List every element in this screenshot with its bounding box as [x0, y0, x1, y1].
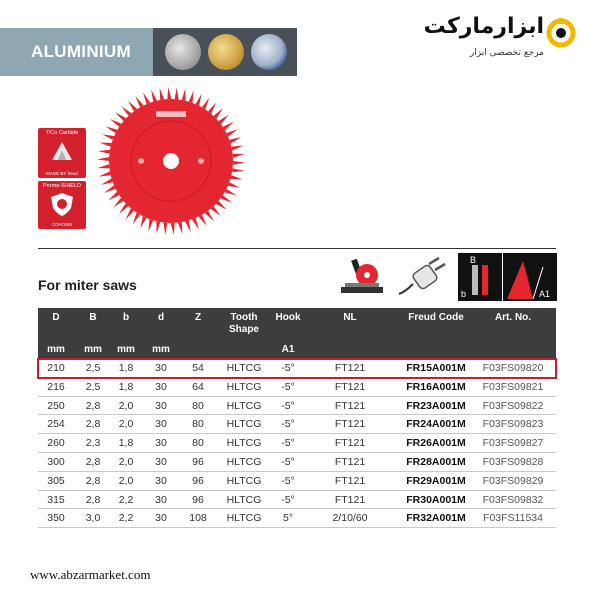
- table-cell: 96: [192, 493, 204, 506]
- table-cell: 30: [155, 474, 167, 487]
- perma-shield-badge: [38, 181, 86, 229]
- shield-icon: [48, 191, 76, 217]
- table-cell: 30: [155, 380, 167, 393]
- blade-tooth: [119, 203, 128, 214]
- blade-tooth: [225, 189, 237, 196]
- table-cell: -5°: [281, 380, 295, 393]
- blade-tooth: [232, 168, 244, 172]
- table-cell: FT121: [334, 399, 366, 412]
- table-header: [38, 308, 556, 358]
- table-cell: FR29A001M: [406, 474, 466, 487]
- table-cell: 96: [192, 474, 204, 487]
- table-body: [38, 359, 556, 528]
- blade-tooth: [199, 215, 207, 226]
- table-row[interactable]: [38, 378, 556, 397]
- table-cell: -5°: [281, 455, 295, 468]
- table-cell: 1,8: [118, 380, 134, 393]
- blade-tooth: [192, 218, 199, 230]
- miter-saw-icon: [337, 253, 387, 299]
- blade-tooth: [163, 223, 167, 235]
- section-divider: [38, 248, 556, 249]
- table-row[interactable]: [38, 397, 556, 416]
- table-cell: 30: [155, 362, 167, 374]
- column-header: D: [52, 312, 60, 323]
- table-cell: 2,0: [118, 474, 134, 487]
- blade-dimensions-icon: [458, 253, 502, 301]
- table-cell: HLTCG: [226, 418, 262, 431]
- table-cell: 2,0: [118, 418, 134, 431]
- blade-tooth: [97, 164, 109, 168]
- blade-tooth: [196, 94, 202, 106]
- table-cell: 30: [155, 493, 167, 506]
- table-cell: HLTCG: [226, 437, 262, 450]
- blade-tooth: [202, 98, 209, 110]
- blade-tooth: [167, 87, 171, 99]
- blade-tooth: [98, 150, 110, 154]
- table-cell: -5°: [281, 474, 295, 487]
- blade-tooth: [99, 171, 111, 176]
- table-cell: 108: [189, 512, 207, 525]
- blade-tooth: [182, 88, 186, 100]
- blade-tooth: [233, 161, 245, 165]
- blade-tooth: [143, 92, 150, 104]
- column-unit: A1: [281, 344, 295, 355]
- column-header: Z: [194, 312, 202, 323]
- table-row[interactable]: [38, 415, 556, 434]
- table-cell: HLTCG: [226, 399, 262, 412]
- table-cell: 2,5: [85, 362, 101, 374]
- table-cell: F03FS09829: [482, 474, 544, 487]
- hook-angle-icon: [503, 253, 557, 301]
- table-cell: 254: [47, 418, 65, 431]
- blade-tooth: [108, 192, 119, 201]
- table-cell: 5°: [282, 512, 294, 525]
- table-cell: -5°: [281, 362, 295, 374]
- table-cell: 30: [155, 455, 167, 468]
- blade-tooth: [231, 145, 243, 150]
- table-cell: 300: [47, 455, 65, 468]
- blade-tooth: [178, 222, 183, 234]
- table-cell: FT121: [334, 474, 366, 487]
- blade-tooth: [233, 154, 245, 158]
- logo-title: ابزارمارکت: [423, 14, 544, 39]
- blade-tooth: [230, 175, 242, 179]
- aluminium-profile-swatch: [165, 34, 201, 70]
- blade-tooth: [97, 157, 109, 161]
- blade-tooth: [102, 134, 114, 139]
- material-label: ALUMINIUM: [0, 28, 153, 76]
- footer-url[interactable]: www.abzarmarket.com: [30, 567, 151, 582]
- table-cell: FT121: [334, 493, 366, 506]
- table-cell: 260: [47, 437, 65, 450]
- table-cell: FT121: [334, 362, 366, 374]
- column-header: d: [157, 312, 165, 323]
- blade-tooth: [156, 221, 160, 233]
- column-unit: mm: [117, 344, 135, 355]
- table-cell: -5°: [281, 493, 295, 506]
- table-row[interactable]: [38, 472, 556, 491]
- blade-tooth: [216, 201, 227, 210]
- column-unit: mm: [84, 344, 102, 355]
- blade-tooth: [113, 198, 123, 208]
- table-cell: 80: [192, 399, 204, 412]
- table-cell: 2,8: [85, 455, 101, 468]
- blade-tooth: [133, 213, 140, 225]
- table-cell: 250: [47, 399, 65, 412]
- logo-subtitle: مرجع تخصصی ابزار: [469, 48, 544, 58]
- blade-tooth: [140, 216, 146, 228]
- table-cell: 80: [192, 437, 204, 450]
- blade-tooth: [110, 119, 121, 127]
- table-cell: 1,8: [118, 437, 134, 450]
- badge-title: TiCo Carbide: [45, 130, 79, 136]
- table-cell: 2,0: [118, 455, 134, 468]
- logo-gear-icon: [546, 18, 576, 48]
- table-row[interactable]: [38, 453, 556, 472]
- table-cell: FR26A001M: [406, 437, 466, 450]
- column-header: Art. No.: [494, 312, 532, 323]
- table-cell: 80: [192, 418, 204, 431]
- section-title: For miter saws: [38, 277, 137, 293]
- dim-bsmall-label: b: [461, 289, 467, 299]
- table-cell: FR15A001M: [406, 362, 466, 374]
- tico-carbide-badge: [38, 128, 86, 178]
- table-cell: F03FS09823: [482, 418, 544, 431]
- power-plug-icon: [397, 256, 447, 298]
- table-cell: 2,5: [85, 380, 101, 393]
- blade-tooth: [221, 195, 232, 203]
- blade-tooth: [226, 129, 237, 137]
- blade-tooth: [115, 112, 126, 121]
- table-cell: -5°: [281, 437, 295, 450]
- blade-tooth: [104, 185, 115, 193]
- brand-logo[interactable]: [423, 8, 580, 68]
- table-cell: 210: [47, 362, 65, 374]
- column-header: b: [122, 312, 130, 323]
- saw-blade-image: [96, 86, 246, 236]
- table-cell: 2,2: [118, 512, 134, 525]
- column-unit: mm: [47, 344, 65, 355]
- table-cell: 2,8: [85, 418, 101, 431]
- table-cell: FR24A001M: [406, 418, 466, 431]
- table-cell: 30: [155, 512, 167, 525]
- table-cell: 30: [155, 437, 167, 450]
- table-cell: HLTCG: [226, 455, 262, 468]
- table-cell: F03FS09828: [482, 455, 544, 468]
- carbide-tooth-icon: [48, 138, 76, 164]
- table-cell: 1,8: [118, 362, 134, 374]
- table-cell: 96: [192, 455, 204, 468]
- table-cell: FT121: [334, 455, 366, 468]
- column-header: Freud Code: [408, 312, 464, 323]
- table-cell: FT121: [334, 437, 366, 450]
- table-cell: FR30A001M: [406, 493, 466, 506]
- table-row-highlighted[interactable]: [38, 359, 556, 378]
- table-cell: HLTCG: [226, 512, 262, 525]
- column-header: NL: [343, 312, 357, 323]
- table-row[interactable]: [38, 491, 556, 510]
- table-cell: F03FS09822: [482, 399, 544, 412]
- blade-tooth: [99, 142, 111, 146]
- table-cell: 305: [47, 474, 65, 487]
- column-header: Tooth Shape: [228, 312, 259, 335]
- table-cell: FT121: [334, 418, 366, 431]
- table-cell: FR16A001M: [406, 380, 466, 393]
- blade-tooth: [228, 182, 240, 187]
- column-header: Hook: [275, 312, 301, 323]
- blade-tooth: [160, 88, 165, 100]
- blade-tooth: [128, 101, 137, 111]
- dim-b-label: B: [470, 255, 477, 265]
- blade-tooth: [214, 108, 223, 119]
- table-cell: FR28A001M: [406, 455, 466, 468]
- table-cell: 54: [192, 362, 204, 374]
- blade-tooth: [208, 103, 216, 114]
- blade-tooth: [151, 90, 157, 102]
- badge-title: Perma-SHIELD: [43, 183, 81, 189]
- blade-tooth: [218, 115, 228, 125]
- table-cell: 315: [47, 493, 65, 506]
- blade-tooth: [101, 178, 113, 184]
- blade-tooth: [126, 208, 134, 219]
- blade-tooth: [121, 106, 131, 116]
- angle-label: A1: [539, 289, 551, 299]
- table-cell: 3,0: [85, 512, 101, 525]
- table-cell: F03FS09821: [482, 380, 544, 393]
- table-row[interactable]: [38, 434, 556, 453]
- table-cell: F03FS09832: [482, 493, 544, 506]
- table-cell: 30: [155, 399, 167, 412]
- table-cell: -5°: [281, 418, 295, 431]
- table-cell: 2,0: [118, 399, 134, 412]
- table-cell: 216: [47, 380, 65, 393]
- blade-tooth: [229, 137, 241, 143]
- table-cell: HLTCG: [226, 362, 262, 374]
- blade-tooth: [223, 122, 234, 131]
- column-unit: mm: [152, 344, 170, 355]
- table-cell: HLTCG: [226, 493, 262, 506]
- blade-tooth: [185, 220, 191, 232]
- table-cell: 2,8: [85, 493, 101, 506]
- table-cell: 64: [192, 380, 204, 393]
- table-cell: 350: [47, 512, 65, 525]
- table-cell: 2/10/60: [332, 512, 368, 525]
- brass-tube-swatch: [208, 34, 244, 70]
- badge-footer: COATING: [51, 222, 73, 227]
- table-cell: HLTCG: [226, 380, 262, 393]
- blade-tooth: [175, 87, 179, 99]
- material-banner: [0, 28, 297, 76]
- blade-tooth: [171, 223, 175, 235]
- blade-tooth: [205, 211, 214, 221]
- table-cell: F03FS11534: [483, 512, 543, 525]
- table-cell: 2,2: [118, 493, 134, 506]
- blade-tooth: [135, 96, 143, 107]
- table-cell: 2,8: [85, 399, 101, 412]
- table-cell: FR23A001M: [406, 399, 466, 412]
- table-row[interactable]: [38, 509, 556, 528]
- table-cell: F03FS09827: [482, 437, 544, 450]
- blue-profile-swatch: [251, 34, 287, 70]
- column-header: B: [89, 312, 97, 323]
- blade-tooth: [189, 91, 194, 103]
- blade-tooth: [106, 126, 118, 133]
- blade-tooth: [211, 206, 221, 216]
- table-cell: 2,3: [85, 437, 101, 450]
- table-cell: F03FS09820: [482, 362, 544, 374]
- badge-footer: MADE BY freud: [46, 171, 78, 176]
- table-cell: FT121: [334, 380, 366, 393]
- table-cell: 30: [155, 418, 167, 431]
- blade-tooth: [148, 219, 153, 231]
- table-cell: HLTCG: [226, 474, 262, 487]
- table-cell: -5°: [281, 399, 295, 412]
- table-cell: FR32A001M: [406, 512, 466, 525]
- table-cell: 2,8: [85, 474, 101, 487]
